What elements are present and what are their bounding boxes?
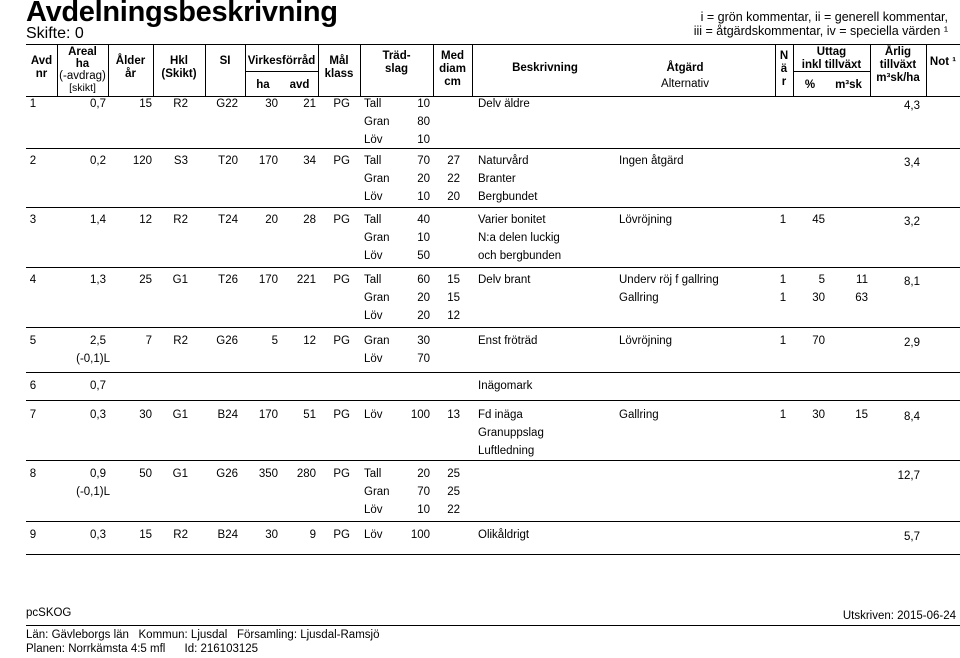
row-tradslag: Gran (364, 486, 390, 498)
row-uttag-pct: 30 (812, 409, 825, 421)
row-avd-nr: 8 (29, 468, 37, 480)
row-tradslag: Löv (364, 250, 383, 262)
header-alternativ: Alternativ (661, 78, 709, 90)
row-avd-nr: 5 (29, 335, 37, 347)
row-tradslag-andel: 50 (417, 250, 430, 262)
row-alder: 50 (139, 468, 152, 480)
row-virke-avd: 51 (303, 409, 316, 421)
row-beskrivning: och bergbunden (478, 250, 562, 262)
row-avd-nr: 4 (29, 274, 37, 286)
row-malklass: PG (333, 214, 350, 226)
row-meddiam: 22 (447, 504, 460, 516)
row-tradslag-andel: 10 (417, 504, 430, 516)
row-tradslag: Löv (364, 529, 383, 541)
row-atgard: Gallring (619, 292, 659, 304)
row-tradslag: Löv (364, 191, 383, 203)
row-beskrivning: Bergbundet (478, 191, 538, 203)
row-tradslag: Löv (364, 504, 383, 516)
row-avdrag: (-0,1)L (76, 353, 110, 365)
row-alder: 15 (139, 98, 152, 110)
row-virke-avd: 280 (296, 468, 316, 480)
row-hkl: G1 (172, 468, 188, 480)
row-nar: 1 (779, 274, 787, 286)
row-si: T26 (218, 274, 238, 286)
row-tradslag-andel: 80 (417, 116, 430, 128)
header-uttag: Uttag inkl tillväxt (801, 46, 862, 71)
footer-printed-date: Utskriven: 2015-06-24 (842, 610, 956, 622)
page-title: Avdelningsbeskrivning (26, 0, 338, 28)
row-atgard: Gallring (619, 409, 659, 421)
row-arlig-tillvaxt: 8,1 (904, 276, 920, 288)
legend-line-1: i = grön kommentar, ii = generell kommentar, (700, 10, 948, 24)
row-separator (26, 460, 960, 461)
row-tradslag: Löv (364, 134, 383, 146)
row-malklass: PG (333, 335, 350, 347)
row-malklass: PG (333, 409, 350, 421)
row-tradslag-andel: 10 (417, 232, 430, 244)
header-not: Not ¹ (929, 56, 957, 68)
row-beskrivning: Granuppslag (478, 427, 544, 439)
row-virke-avd: 12 (303, 335, 316, 347)
header-virkesforrad: Virkesförråd (247, 55, 316, 67)
row-virke-avd: 28 (303, 214, 316, 226)
row-tradslag: Tall (364, 468, 382, 480)
row-meddiam: 22 (447, 173, 460, 185)
row-hkl: G1 (172, 409, 188, 421)
row-tradslag-andel: 100 (410, 409, 430, 421)
header-arlig-tillvaxt: Årlig tillväxt m³sk/ha (876, 46, 920, 84)
row-areal: 0,2 (90, 155, 106, 167)
row-atgard: Lövröjning (619, 214, 673, 226)
row-areal: 0,3 (90, 409, 106, 421)
row-hkl: S3 (173, 155, 188, 167)
row-hkl: R2 (173, 335, 188, 347)
row-meddiam: 20 (447, 191, 460, 203)
row-avd-nr: 9 (29, 529, 37, 541)
row-tradslag: Gran (364, 292, 390, 304)
header-hkl: Hkl (Skikt) (161, 55, 197, 80)
row-virke-ha: 20 (265, 214, 278, 226)
header-uttag-m3sk: m³sk (835, 79, 862, 91)
header-divider (472, 44, 473, 96)
row-alder: 7 (145, 335, 152, 347)
row-tradslag: Tall (364, 214, 382, 226)
row-meddiam: 13 (447, 409, 460, 421)
footer-location: Län: Gävleborgs län Kommun: Ljusdal Församling: Ljusdal-Ramsjö (26, 629, 380, 641)
row-uttag-pct: 30 (812, 292, 825, 304)
row-hkl: R2 (173, 98, 188, 110)
row-si: T20 (218, 155, 238, 167)
row-nar: 1 (779, 292, 787, 304)
row-avd-nr: 1 (29, 98, 37, 110)
row-tradslag-andel: 20 (417, 468, 430, 480)
row-uttag-pct: 70 (812, 335, 825, 347)
row-arlig-tillvaxt: 3,2 (904, 216, 920, 228)
row-hkl: R2 (173, 214, 188, 226)
row-separator (26, 207, 960, 208)
row-malklass: PG (333, 274, 350, 286)
row-tradslag-andel: 100 (410, 529, 430, 541)
row-beskrivning: Naturvård (478, 155, 529, 167)
row-tradslag-andel: 10 (417, 191, 430, 203)
page-subtitle: Skifte: 0 (26, 25, 84, 42)
row-malklass: PG (333, 468, 350, 480)
row-areal: 0,7 (90, 98, 106, 110)
row-uttag-m3sk: 15 (855, 409, 868, 421)
header-divider (926, 44, 927, 96)
row-beskrivning: Fd inäga (478, 409, 523, 421)
row-beskrivning: Branter (478, 173, 516, 185)
row-arlig-tillvaxt: 3,4 (904, 157, 920, 169)
header-tradslag: Träd- slag (382, 50, 411, 75)
row-tradslag: Gran (364, 232, 390, 244)
row-tradslag-andel: 20 (417, 173, 430, 185)
row-tradslag: Löv (364, 409, 383, 421)
footer-rule (26, 625, 960, 626)
row-beskrivning: Delv brant (478, 274, 531, 286)
row-beskrivning: Luftledning (478, 445, 535, 457)
row-virke-ha: 350 (258, 468, 278, 480)
row-tradslag-andel: 20 (417, 310, 430, 322)
row-hkl: G1 (172, 274, 188, 286)
row-tradslag: Tall (364, 98, 382, 110)
row-beskrivning: Olikåldrigt (478, 529, 530, 541)
footer-plan: Planen: Norrkämsta 4:5 mfl Id: 216103125 (26, 643, 259, 655)
row-uttag-m3sk: 63 (855, 292, 868, 304)
header-divider (205, 44, 206, 96)
row-malklass: PG (333, 155, 350, 167)
row-si: G26 (216, 335, 238, 347)
row-tradslag-andel: 10 (417, 98, 430, 110)
row-uttag-pct: 5 (818, 274, 825, 286)
header-virke-ha: ha (256, 79, 270, 91)
row-tradslag-andel: 60 (417, 274, 430, 286)
row-alder: 12 (139, 214, 152, 226)
row-beskrivning: Inägomark (478, 380, 533, 392)
row-si: G22 (216, 98, 238, 110)
row-virke-ha: 5 (271, 335, 278, 347)
header-avd: Avd nr (30, 55, 53, 80)
header-areal: Areal ha (-avdrag) [skikt] (59, 46, 106, 94)
row-tradslag: Tall (364, 155, 382, 167)
row-tradslag-andel: 20 (417, 292, 430, 304)
row-virke-ha: 170 (258, 409, 278, 421)
row-avdrag: (-0,1)L (76, 486, 110, 498)
header-uttag-pct: % (804, 79, 816, 91)
row-tradslag-andel: 30 (417, 335, 430, 347)
row-avd-nr: 2 (29, 155, 37, 167)
row-meddiam: 25 (447, 468, 460, 480)
row-beskrivning: N:a delen luckig (478, 232, 560, 244)
header-top-rule (26, 44, 960, 45)
row-areal: 1,3 (90, 274, 106, 286)
row-alder: 25 (139, 274, 152, 286)
row-atgard: Underv röj f gallring (619, 274, 719, 286)
row-tradslag: Tall (364, 274, 382, 286)
row-meddiam: 15 (447, 292, 460, 304)
row-tradslag: Gran (364, 116, 390, 128)
row-si: B24 (217, 529, 238, 541)
header-mal: Mål klass (324, 55, 354, 80)
row-malklass: PG (333, 98, 350, 110)
header-atgard: Åtgärd (666, 62, 704, 74)
row-separator (26, 267, 960, 268)
row-areal: 0,3 (90, 529, 106, 541)
row-atgard: Ingen åtgärd (619, 155, 684, 167)
row-virke-ha: 170 (258, 274, 278, 286)
row-si: B24 (217, 409, 238, 421)
row-nar: 1 (779, 214, 787, 226)
row-separator (26, 400, 960, 401)
row-meddiam: 15 (447, 274, 460, 286)
row-virke-ha: 30 (265, 98, 278, 110)
row-areal: 0,9 (90, 468, 106, 480)
row-virke-avd: 21 (303, 98, 316, 110)
row-nar: 1 (779, 335, 787, 347)
row-tradslag-andel: 40 (417, 214, 430, 226)
row-separator (26, 554, 960, 555)
row-avd-nr: 6 (29, 380, 37, 392)
row-beskrivning: Varier bonitet (478, 214, 546, 226)
row-tradslag: Gran (364, 335, 390, 347)
header-meddiam: Med diam cm (439, 50, 466, 88)
header-nar: N ä r (779, 50, 789, 88)
header-si: SI (219, 55, 231, 67)
virke-sub-rule (245, 71, 318, 72)
row-alder: 30 (139, 409, 152, 421)
row-uttag-pct: 45 (812, 214, 825, 226)
row-arlig-tillvaxt: 5,7 (904, 531, 920, 543)
row-separator (26, 327, 960, 328)
row-tradslag-andel: 70 (417, 155, 430, 167)
row-areal: 1,4 (90, 214, 106, 226)
row-avd-nr: 7 (29, 409, 37, 421)
row-tradslag-andel: 70 (417, 486, 430, 498)
row-tradslag-andel: 10 (417, 134, 430, 146)
row-arlig-tillvaxt: 2,9 (904, 337, 920, 349)
footer-program: pcSKOG (26, 607, 72, 619)
row-separator (26, 521, 960, 522)
row-alder: 15 (139, 529, 152, 541)
legend-line-2: iii = åtgärdskommentar, iv = speciella värden ¹ (693, 24, 948, 38)
row-tradslag-andel: 70 (417, 353, 430, 365)
row-uttag-m3sk: 11 (856, 274, 868, 286)
row-meddiam: 27 (447, 155, 460, 167)
row-alder: 120 (132, 155, 152, 167)
row-areal: 0,7 (90, 380, 106, 392)
row-si: G26 (216, 468, 238, 480)
row-virke-avd: 34 (303, 155, 316, 167)
header-alder: Ålder år (115, 55, 146, 80)
row-virke-avd: 9 (309, 529, 316, 541)
row-meddiam: 25 (447, 486, 460, 498)
row-beskrivning: Delv äldre (478, 98, 530, 110)
row-separator (26, 372, 960, 373)
row-separator (26, 148, 960, 149)
row-atgard: Lövröjning (619, 335, 673, 347)
row-nar: 1 (779, 409, 787, 421)
row-si: T24 (218, 214, 238, 226)
row-arlig-tillvaxt: 8,4 (904, 411, 920, 423)
row-areal: 2,5 (90, 335, 106, 347)
row-meddiam: 12 (447, 310, 460, 322)
header-virke-avd: avd (289, 79, 310, 91)
row-tradslag: Löv (364, 310, 383, 322)
row-tradslag: Löv (364, 353, 383, 365)
row-arlig-tillvaxt: 12,7 (897, 470, 920, 482)
row-avd-nr: 3 (29, 214, 37, 226)
header-beskrivning: Beskrivning (512, 62, 578, 74)
row-virke-ha: 30 (265, 529, 278, 541)
row-arlig-tillvaxt: 4,3 (904, 100, 920, 112)
row-beskrivning: Enst fröträd (478, 335, 538, 347)
row-virke-avd: 221 (296, 274, 316, 286)
row-malklass: PG (333, 529, 350, 541)
row-virke-ha: 170 (258, 155, 278, 167)
row-tradslag: Gran (364, 173, 390, 185)
row-hkl: R2 (173, 529, 188, 541)
